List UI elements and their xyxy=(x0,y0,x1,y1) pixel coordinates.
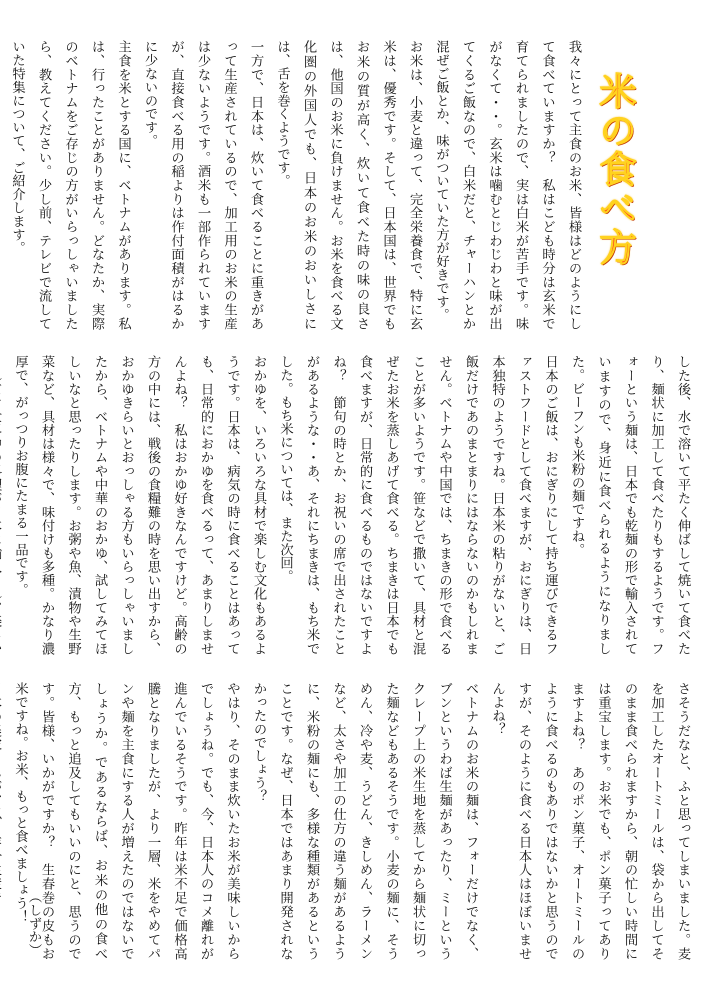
paragraph: おかゆを、いろいろな具材で楽しむ文化もあるようです。日本は、病気の時に食べることはあっても、日常的におかゆを食べるって、あまりしませんよね？ 私はおかゆ好きなんですけど。高齢の方の中には、戦後の食糧難の時を思い出すから、おかゆきらいとおっしゃる方もいらっしゃいましたから、ベトナムや中華のおかゆ、試してみてほしいなと思ったりします。お粥や魚、漬物や生野菜など、具材は様々で、味付けも多種。かなり濃厚で、がっつりお腹にたまる一品です。 xyxy=(12,355,266,655)
paragraph: 一方で、日本は、炊いて食べることに重きがあって生産されているので、加工用のお米の生産は少ないようです。酒米も一部作られていますが、直接食べる用の稲よりは作付面積がはるかに少ないのです。 xyxy=(142,40,263,330)
page-title: 米の食べ方 xyxy=(593,72,636,267)
text-block-top xyxy=(9,40,586,330)
paragraph: した後、水で溶いて平たく伸ばして焼いて食べたり、麺状に加工して食べたりもするようです。フォーという麺は、日本でも乾麺の形で輸入されていますので、身近に食べられるようになりました。ビーフンも米粉の麺ですね。 xyxy=(569,355,690,655)
paragraph: 主食を米とする国に、ベトナムがあります。私は、行ったことがありません。どなたか、実際のベトナムをご存じの方がいらっしゃいましたら、教えてください。少し前、テレビで流していた特集について、ご紹介します。 xyxy=(9,40,131,330)
paragraph xyxy=(0,355,6,655)
paragraph: ベトナムのお米の麺は、フォーだけでなく、ブンというわば生麺があったり、ミーというクレープ上の米生地を蒸してから麺状に切った麺などもあるそうです。小麦の麺に、そうめん、冷や麦、うどん、きしめん、ラーメンなど、太さや加工の仕方の違う麺があるように、米粉の麺にも、多様な種類があるということです。なぜ、日本ではあまり開発されなかったのでしょう？ xyxy=(251,682,478,960)
paragraph: さそうだなと、ふと思ってしまいました。麦を加工したオートミールは、袋から出してそのまま食べられますから、朝の忙しい時間には重宝します。お米でも、ポン菓子ってありますよね？ あのポン菓子、オートミールのように食べるのもありではないかと思うのですが、そのように食べる日本人はほぼいませんよね？ xyxy=(489,682,690,960)
paragraph: 日本のご飯は、おにぎりにして持ち運びできるファストフードとして食べますが、おにぎりは、日本独特のようですね。日本米の粘りがないと、ご飯だけであのまとまりにはならないのかもしれません。ベトナムや中国では、ちまきの形で食べることが多いようです。笹などで撒いて、具材と混ぜたお米を蒸しあげて食べる。ちまきは日本でも食べますが、日常的に食べるものではないですよね？ 節句の時とか、お祝いの席で出されたことがあるような・・あ、それにちまきは、もち米でした。もち米については、また次回。 xyxy=(277,355,558,655)
text-block-bottom xyxy=(12,682,695,960)
paragraph: やはり、そのまま炊いたお米が美味しいからでしょうね。でも、今、日本人のコメ離れが進んでいるそうです。昨年は米不足で価格高騰となりましたが、より一層、米をやめてパンや麺を主食にする人が増えたのではないでしょうか。であるならば、お米の他の食べ方、もっと追及してもいいのにと、思うのです。皆様、いかがですか？ 生春巻の皮もお米ですね。お米、もっと食べましょう！ xyxy=(12,682,240,960)
paragraph xyxy=(0,40,3,330)
paragraph xyxy=(0,682,6,960)
text-block-middle xyxy=(12,355,695,655)
paragraph: お米は、小麦と違って、完全栄養食で、特に玄米は、優秀です。そして、日本国は、世界でもお米の質が高く、炊いて食べた時の味の良さは、他国のお米に負けません。お米を食べる文化圏の外国人でも、日本のお米のおいしさには、舌を巻くようです。 xyxy=(274,40,422,330)
paragraph: 我々にとって主食のお米、皆様はどのようにして食べていますか？ 私はこども時分は玄米で育てられましたので、実は白米が苦手です。味がなくて・・。玄米は噛むとじわじわと味が出てくるご飯なので、白米だと、チャーハンとか混ぜご飯とか、味がついていた方が好きです。 xyxy=(433,40,581,330)
author-signature: （しずか） xyxy=(26,890,41,957)
